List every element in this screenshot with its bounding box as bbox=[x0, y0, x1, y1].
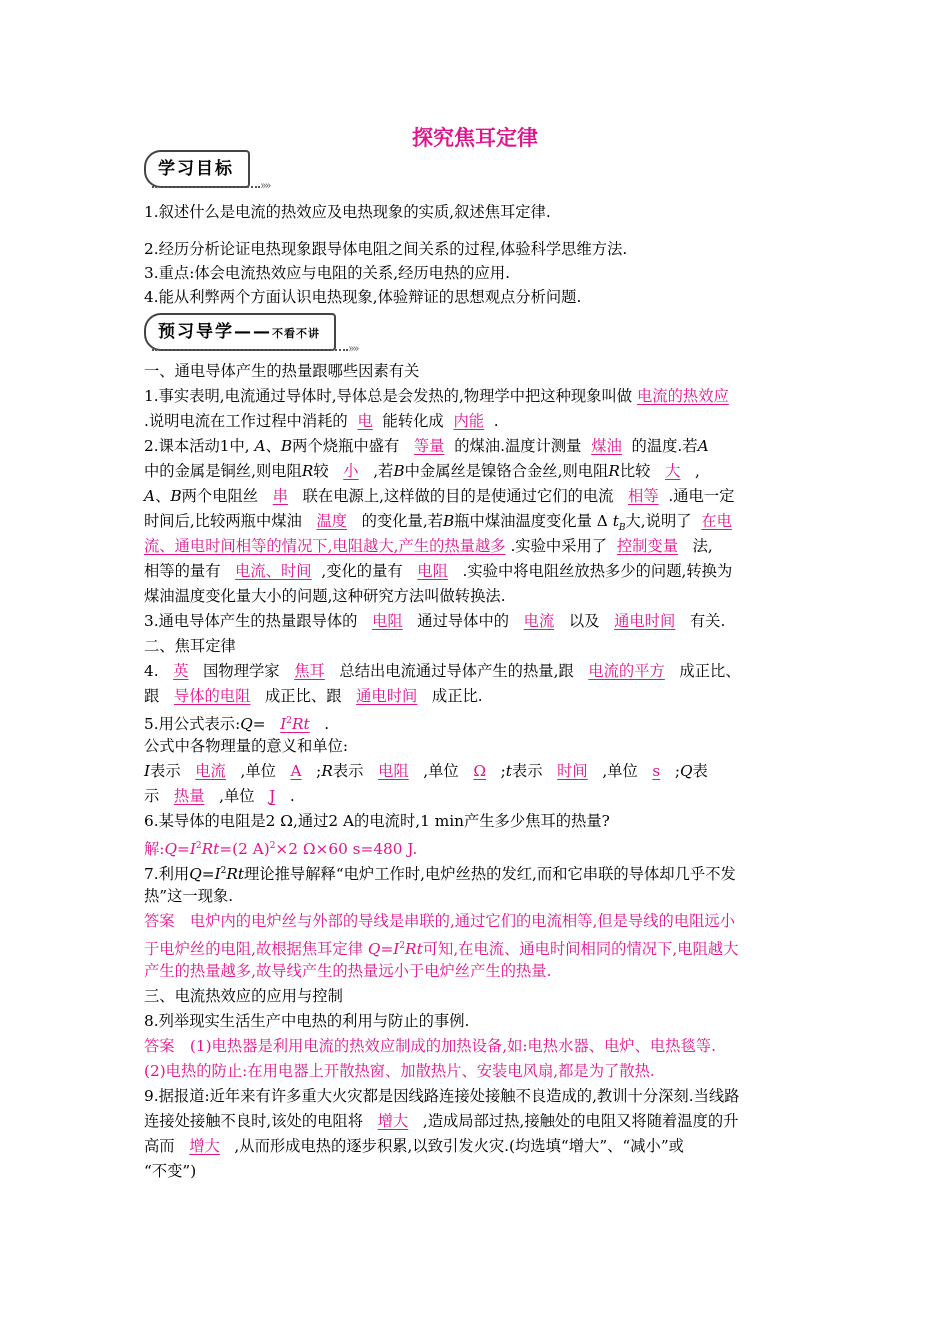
question-4-line: 跟 导体的电阻 成正比、跟 通电时间 成正比. bbox=[144, 687, 483, 705]
answer-solution: 解$:Q=I^2Rt=(2$ A)$^2$×2 Ω×60 s=480 J. bbox=[144, 840, 418, 859]
answer: 电阻 bbox=[417, 562, 448, 580]
question-7-line: 7.利用$Q=I^2Rt$理论推导解释“电炉工作时,电炉丝热的发红,而和它串联的导体却几乎不发 bbox=[144, 865, 736, 884]
answer: 串 bbox=[272, 487, 289, 505]
goal-1: 1.叙述什么是电流的热效应及电热现象的实质,叙述焦耳定律. bbox=[144, 203, 551, 221]
answer-text: 于电炉丝的电阻,故根据焦耳定律 $Q=I^2Rt$可知,在电流、通电时间相同的情况下,电阻越大 bbox=[144, 940, 739, 959]
answer: 相等 bbox=[628, 487, 659, 505]
answer-text: 答案 (1)电热器是利用电流的热效应制成的加热设备,如:电热水器、电炉、电热毯等. bbox=[144, 1037, 716, 1055]
answer: 焦耳 bbox=[294, 662, 325, 680]
answer: 导体的电阻 bbox=[173, 687, 251, 705]
answer: 内能 bbox=[453, 412, 485, 430]
answer: 电阻 bbox=[372, 612, 403, 630]
goal-3: 3.重点:体会电流热效应与电阻的关系,经历电热的应用. bbox=[144, 264, 511, 282]
banner-label: 预习导学——不看不讲 bbox=[144, 313, 336, 351]
question-5-line: 公式中各物理量的意义和单位: bbox=[144, 737, 349, 755]
answer: 在电 bbox=[701, 512, 732, 530]
banner-rule bbox=[152, 186, 260, 188]
answer: 增大 bbox=[377, 1112, 409, 1130]
section-heading: 二、焦耳定律 bbox=[144, 637, 236, 655]
answer-text: 产生的热量越多,故导线产生的热量远小于电炉丝产生的热量. bbox=[144, 962, 552, 980]
answer: 流、通电时间相等的情况下,电阻越大,产生的热量越多 bbox=[144, 537, 506, 555]
answer-formula: $I^2Rt$ bbox=[280, 715, 310, 734]
answer: 通电时间 bbox=[356, 687, 418, 705]
question-2-line: 相等的量有 电流、时间 ,变化的量有 电阻 .实验中将电阻丝放热多少的问题,转换为 bbox=[144, 562, 733, 580]
answer: 通电时间 bbox=[614, 612, 676, 630]
answer: J bbox=[269, 787, 276, 805]
page-title: 探究焦耳定律 bbox=[412, 126, 538, 150]
answer: 电阻 bbox=[378, 762, 409, 780]
question-8-line: 8.列举现实生活生产中电热的利用与防止的事例. bbox=[144, 1012, 470, 1030]
answer: 电流 bbox=[195, 762, 226, 780]
question-9-line: “不变”) bbox=[144, 1162, 197, 1180]
question-4-line: 4. 英 国物理学家 焦耳 总结出电流通过导体产生的热量,跟 电流的平方 成正比、 bbox=[144, 662, 741, 680]
question-5-line: 示 热量 ,单位 J . bbox=[144, 787, 295, 805]
section-heading: 三、电流热效应的应用与控制 bbox=[144, 987, 343, 1005]
goal-2: 2.经历分析论证电热现象跟导体电阻之间关系的过程,体验科学思维方法. bbox=[144, 240, 628, 258]
question-5-line: I表示 电流 ,单位 A ;R表示 电阻 ,单位 Ω ;t表示 时间 ,单位 s ;Q表 bbox=[144, 762, 708, 780]
question-6-line: 6.某导体的电阻是2 Ω,通过2 A的电流时,1 min产生多少焦耳的热量? bbox=[144, 812, 610, 830]
question-1-line: 1.事实表明,电流通过导体时,导体总是会发热的,物理学中把这种现象叫做 电流的热效应 bbox=[144, 387, 729, 405]
double-chevron-icon: »» bbox=[260, 179, 270, 192]
banner-label: 学习目标 bbox=[144, 150, 250, 188]
answer: 电 bbox=[357, 412, 373, 430]
answer: 温度 bbox=[316, 512, 348, 530]
answer: 控制变量 bbox=[616, 537, 679, 555]
answer-text: (2)电热的防止:在用电器上开散热窗、加散热片、安装电风扇,都是为了散热. bbox=[144, 1062, 655, 1080]
question-5-line: 5.用公式表示:Q= $I^2Rt$ . bbox=[144, 715, 330, 734]
answer: 电流、时间 bbox=[235, 562, 312, 580]
goal-4: 4.能从利弊两个方面认识电热现象,体验辩证的思想观点分析问题. bbox=[144, 288, 582, 306]
question-2-line: 时间后,比较两瓶中煤油 温度 的变化量,若B瓶中煤油温度变化量 Δ $t_B$大,说明了 在电 bbox=[144, 512, 732, 534]
question-7-line: 热”这一现象. bbox=[144, 887, 234, 905]
answer-text: 答案 电炉内的电炉丝与外部的导线是串联的,通过它们的电流相等,但是导线的电阻远小 bbox=[144, 912, 736, 930]
answer: 电流的平方 bbox=[588, 662, 665, 680]
answer: 电流 bbox=[523, 612, 555, 630]
answer: s bbox=[652, 762, 661, 780]
answer: 英 bbox=[173, 662, 189, 680]
double-chevron-icon: »» bbox=[348, 342, 358, 355]
question-2-line: 流、通电时间相等的情况下,电阻越大,产生的热量越多 .实验中采用了 控制变量 法, bbox=[144, 537, 713, 555]
answer: 增大 bbox=[189, 1137, 220, 1155]
section-banner-preview bbox=[144, 313, 370, 355]
answer: 煤油 bbox=[591, 437, 622, 455]
question-2-line: 煤油温度变化量大小的问题,这种研究方法叫做转换法. bbox=[144, 587, 506, 605]
section-heading: 一、通电导体产生的热量跟哪些因素有关 bbox=[144, 362, 420, 380]
banner-rule bbox=[152, 349, 348, 351]
answer: 时间 bbox=[557, 762, 588, 780]
answer: 小 bbox=[343, 462, 359, 480]
question-2-line: 2.课本活动1中, A、B两个烧瓶中盛有 等量 的煤油.温度计测量 煤油 的温度.若A bbox=[144, 437, 709, 455]
question-3-line: 3.通电导体产生的热量跟导体的 电阻 通过导体中的 电流 以及 通电时间 有关. bbox=[144, 612, 726, 630]
question-2-line: A、B两个电阻丝 串 联在电源上,这样做的目的是使通过它们的电流 相等 .通电一定 bbox=[144, 487, 735, 505]
answer: Ω bbox=[473, 762, 487, 780]
answer: A bbox=[290, 762, 302, 780]
question-9-line: 连接处接触不良时,该处的电阻将 增大 ,造成局部过热,接触处的电阻又将随着温度的升 bbox=[144, 1112, 739, 1130]
answer: 大 bbox=[665, 462, 681, 480]
answer: 电流的热效应 bbox=[636, 387, 729, 405]
answer: 热量 bbox=[173, 787, 205, 805]
question-2-line: 中的金属是铜丝,则电阻R较 小 ,若B中金属丝是镍铬合金丝,则电阻R比较 大 , bbox=[144, 462, 700, 480]
answer: 等量 bbox=[413, 437, 445, 455]
question-9-line: 9.据报道:近年来有许多重大火灾都是因线路连接处接触不良造成的,教训十分深刻.当线路 bbox=[144, 1087, 740, 1105]
section-banner-goals bbox=[144, 150, 280, 192]
question-9-line: 高而 增大 ,从而形成电热的逐步积累,以致引发火灾.(均选填“增大”、“减小”或 bbox=[144, 1137, 684, 1155]
question-1-line: .说明电流在工作过程中消耗的 电 能转化成 内能 . bbox=[144, 412, 499, 430]
